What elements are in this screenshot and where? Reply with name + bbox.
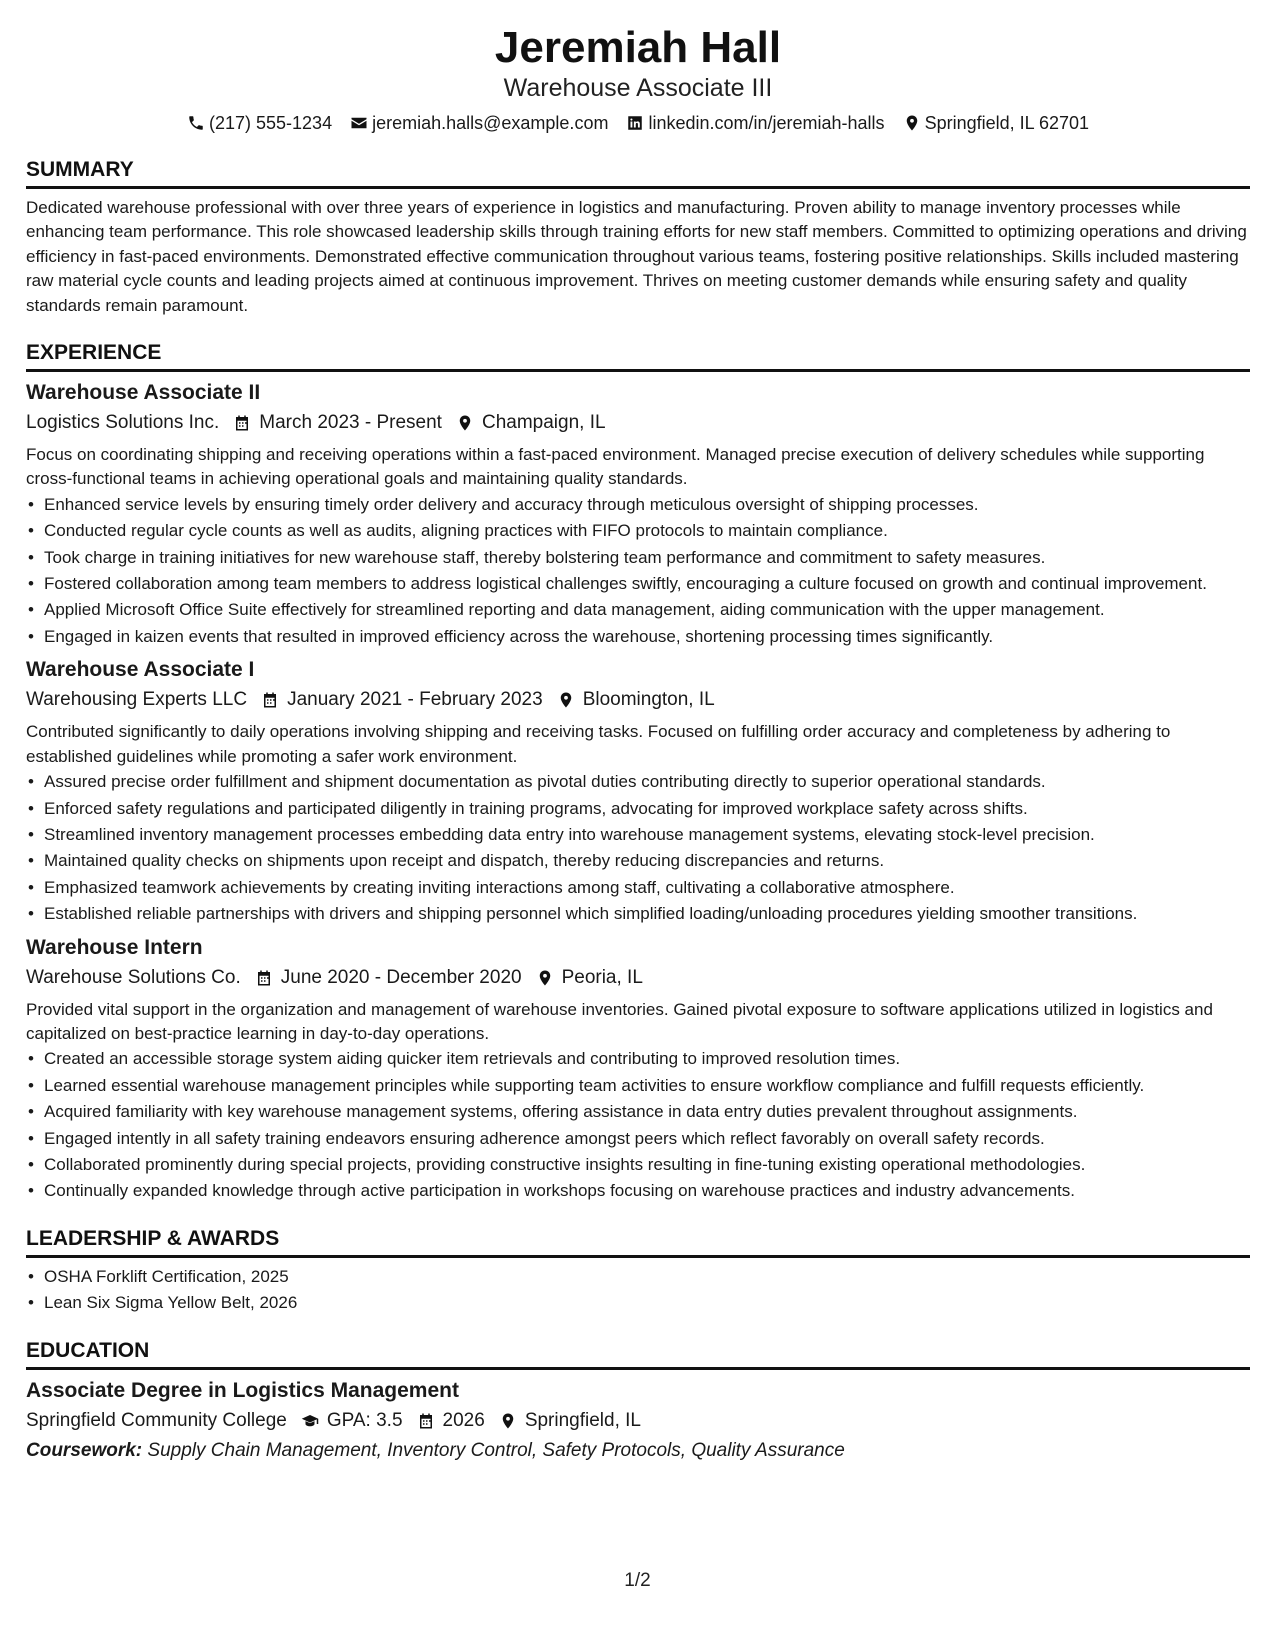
phone-icon [187, 114, 205, 132]
candidate-title: Warehouse Associate III [503, 74, 773, 102]
map-pin-icon [536, 969, 554, 987]
job-title: Warehouse Associate I [26, 658, 255, 682]
coursework-list: Supply Chain Management, Inventory Control, Safety Protocols, Quality Assurance [147, 1439, 845, 1461]
contact-phone[interactable] [187, 111, 332, 135]
coursework-label: Coursework: [26, 1439, 143, 1461]
job-title: Warehouse Intern [26, 935, 203, 959]
map-pin-icon [456, 414, 474, 432]
list-item: • Learned essential warehouse management principles while supporting team activities to ensure workflow compliance and fulfill requests efficiently. [26, 1074, 1250, 1098]
map-pin-icon [557, 691, 575, 709]
summary-heading: SUMMARY [26, 157, 1250, 189]
contact-location-text: Springfield, IL 62701 [924, 113, 1090, 133]
job-entry [26, 657, 1250, 926]
job-title: Warehouse Associate II [26, 381, 261, 405]
gpa: GPA: 3.5 [326, 1409, 403, 1431]
job-meta [26, 687, 1250, 713]
list-item: • Maintained quality checks on shipments upon receipt and dispatch, thereby reducing discrepancies and returns. [26, 849, 1250, 873]
job-entry [26, 935, 1250, 1204]
list-item: • Engaged intently in all safety training endeavors ensuring adherence amongst peers which reflect favorably on overall safety records. [26, 1127, 1250, 1151]
contact-bar [26, 111, 1250, 135]
job-meta [26, 410, 1250, 436]
list-item: • Acquired familiarity with key warehouse management systems, offering assistance in data entry duties prevalent throughout assignments. [26, 1100, 1250, 1124]
job-location: Peoria, IL [561, 966, 643, 988]
list-item: • Assured precise order fulfillment and shipment documentation as pivotal duties contributing directly to superior operational standards. [26, 770, 1250, 794]
degree-title: Associate Degree in Logistics Management [26, 1378, 459, 1402]
list-item: • Engaged in kaizen events that resulted in improved efficiency across the warehouse, shortening processing times significantly. [26, 625, 1250, 649]
job-location: Champaign, IL [481, 412, 606, 434]
list-item: • Created an accessible storage system aiding quicker item retrievals and contributing to improved resolution times. [26, 1047, 1250, 1071]
awards-list [26, 1265, 1250, 1316]
envelope-icon [350, 114, 368, 132]
experience-heading: EXPERIENCE [26, 340, 1250, 372]
education-meta [26, 1408, 1250, 1434]
map-pin-icon [903, 114, 921, 132]
resume-page [26, 22, 1250, 1464]
map-pin-icon [499, 1412, 517, 1430]
contact-linkedin[interactable] [626, 111, 884, 135]
calendar-icon [261, 691, 279, 709]
calendar-icon [417, 1412, 435, 1430]
job-description: Contributed significantly to daily operations involving shipping and receiving tasks. Focused on fulfilling order accuracy and completeness by adhering to established guidelines while promoting a safer work environment. [26, 722, 1171, 766]
list-item: • OSHA Forklift Certification, 2025 [26, 1265, 1250, 1289]
list-item: • Lean Six Sigma Yellow Belt, 2026 [26, 1291, 1250, 1315]
company-name: Warehousing Experts LLC [26, 689, 248, 711]
list-item: • Enforced safety regulations and participated diligently in training programs, advocating for improved workplace safety across shifts. [26, 797, 1250, 821]
list-item: • Collaborated prominently during special projects, providing constructive insights resulting in fine-tuning existing operational methodologies. [26, 1153, 1250, 1177]
calendar-icon [233, 414, 251, 432]
graduation-year: 2026 [442, 1409, 485, 1431]
education-heading: EDUCATION [26, 1338, 1250, 1370]
job-bullets [26, 1047, 1250, 1203]
job-entry [26, 380, 1250, 649]
job-description: Focus on coordinating shipping and receiving operations within a fast-paced environment. Managed precise execution of delivery schedules while supporting cross-functional teams in achieving operational goals and maintaining quality standards. [26, 445, 1205, 489]
awards-heading: LEADERSHIP & AWARDS [26, 1226, 1250, 1258]
company-name: Logistics Solutions Inc. [26, 412, 220, 434]
contact-email-text: jeremiah.halls@example.com [372, 113, 609, 133]
school-name: Springfield Community College [26, 1409, 287, 1431]
job-bullets [26, 770, 1250, 926]
contact-linkedin-text: linkedin.com/in/jeremiah-halls [648, 113, 885, 133]
candidate-name: Jeremiah Hall [494, 23, 782, 72]
list-item: • Emphasized teamwork achievements by creating inviting interactions among staff, cultivating a collaborative atmosphere. [26, 876, 1250, 900]
list-item: • Enhanced service levels by ensuring timely order delivery and accuracy through meticulous oversight of shipping processes. [26, 493, 1250, 517]
list-item: • Fostered collaboration among team members to address logistical challenges swiftly, encouraging a culture focused on growth and continual improvement. [26, 572, 1250, 596]
contact-location [903, 111, 1089, 135]
linkedin-icon [626, 114, 644, 132]
page-number: 1/2 [624, 1570, 651, 1591]
list-item: • Established reliable partnerships with drivers and shipping personnel which simplified loading/unloading procedures yielding smoother transitions. [26, 902, 1250, 926]
calendar-icon [255, 969, 273, 987]
school-location: Springfield, IL [524, 1409, 641, 1431]
job-dates: March 2023 - Present [259, 412, 442, 434]
list-item: • Took charge in training initiatives for new warehouse staff, thereby bolstering team performance and commitment to safety measures. [26, 546, 1250, 570]
contact-email[interactable] [350, 111, 608, 135]
list-item: • Continually expanded knowledge through active participation in workshops focusing on warehouse practices and industry advancements. [26, 1179, 1250, 1203]
list-item: • Conducted regular cycle counts as well as audits, aligning practices with FIFO protocols to maintain compliance. [26, 519, 1250, 543]
graduation-cap-icon [301, 1412, 319, 1430]
company-name: Warehouse Solutions Co. [26, 966, 241, 988]
job-meta [26, 965, 1250, 991]
job-dates: January 2021 - February 2023 [287, 689, 543, 711]
summary-text: Dedicated warehouse professional with over three years of experience in logistics and manufacturing. Proven ability to manage inventory processes while enhancing team performance. This role showcased leadership skills through training efforts for new staff members. Committed to optimizing operations and driving efficiency in fast-paced environments. Demonstrated effective communication throughout various teams, fostering positive relationships. Skills included mastering raw material cycle counts and leading projects aimed at continuous improvement. Thrives on meeting customer demands while ensuring safety and quality standards remain paramount. [26, 198, 1247, 315]
list-item: • Applied Microsoft Office Suite effectively for streamlined reporting and data management, aiding communication with the upper management. [26, 598, 1250, 622]
job-description: Provided vital support in the organization and management of warehouse inventories. Gained pivotal exposure to software applications utilized in logistics and capitalized on best-practice learning in day-to-day operations. [26, 999, 1213, 1043]
job-bullets [26, 493, 1250, 649]
contact-phone-text: (217) 555-1234 [208, 113, 333, 133]
coursework [26, 1438, 1250, 1464]
job-location: Bloomington, IL [582, 689, 715, 711]
list-item: • Streamlined inventory management processes embedding data entry into warehouse management systems, elevating stock-level precision. [26, 823, 1250, 847]
job-dates: June 2020 - December 2020 [280, 966, 522, 988]
